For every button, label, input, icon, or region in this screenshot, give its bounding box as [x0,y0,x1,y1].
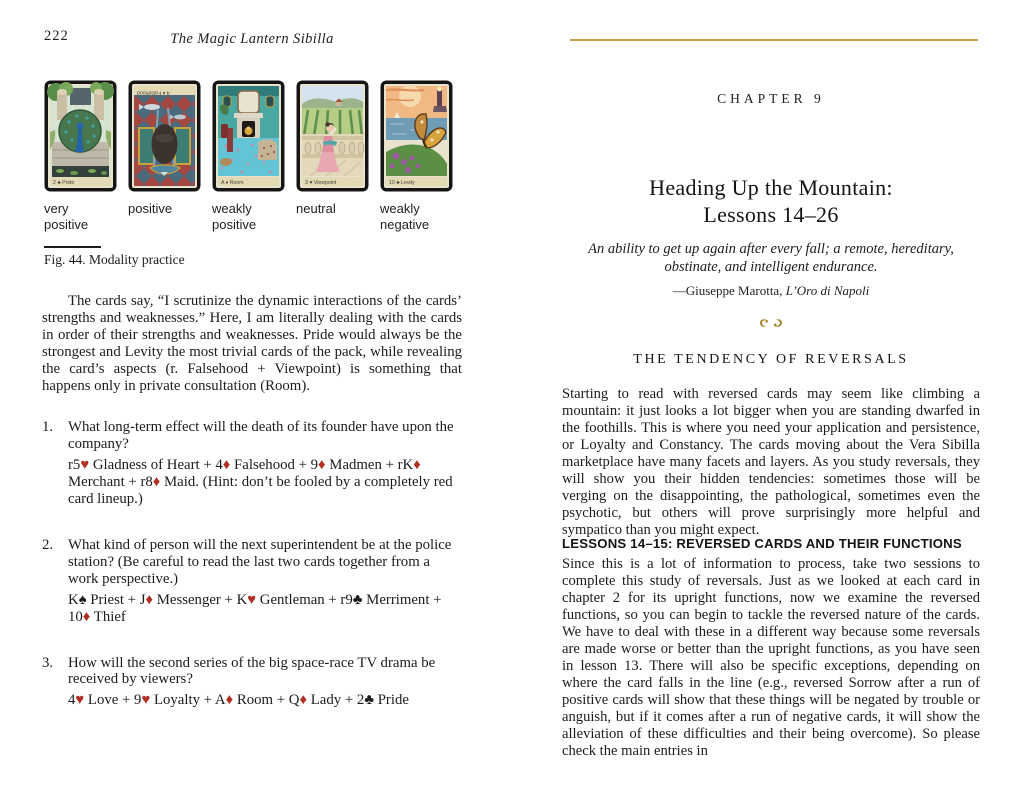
answer-line: K♠ Priest + J♦ Messenger + K♥ Gentleman + r9♣ Merriment + 10♦ Thief [68,591,442,625]
question-number: 3. [42,654,54,671]
question-number: 1. [42,419,54,436]
chapter-label: CHAPTER 9 [717,91,825,106]
epigraph-attribution: —Giuseppe Marotta, L’Oro di Napoli [672,283,870,298]
fleuron-ornament-icon [562,316,980,335]
card-viewpoint-image [296,80,369,192]
card-room-image [212,80,285,192]
answer-line: 4♥ Love + 9♥ Loyalty + A♦ Room + Q♦ Lady + 2♣ Pride [68,692,409,709]
card-pride-image [44,80,117,192]
lesson-subheading: LESSONS 14–15: REVERSED CARDS AND THEIR FUNCTIONS [562,536,962,551]
body-paragraph-1: Starting to read with reversed cards may seem like climbing a mountain: it just looks a lot bigger when you are standing dwarfed in the foothills. This is where you need your application and persistence, or Loyalty and Constancy. The cards moving about the Vera Sibilla marketplace have many facets and layers. As you study reversals, they will show you their hidden tendencies: sometimes those will be verging on the disappointing, the pathological, sometimes even the psychotic, but others will prove surprisingly more helpful and sympatico than you might expect. [562,386,980,538]
running-head: The Magic Lantern Sibilla [170,31,334,47]
chapter-opening-rule [570,39,978,41]
question-list [42,419,462,709]
card-levity-image [380,80,453,192]
body-paragraph-2: Since this is a lot of information to process, take two sessions to complete this study of reversals. Just as we looked at each card in chapter 2 for its upright functions, now we examine the reversed functions, so you can begin to tackle the reversed nature of the cards. We have to deal with these in a different way because some reversals are made worse or better than the upright functions, as you have seen in lesson 13. There will also be specific exceptions, depending on where the card falls in the line (e.g., reversed Sorrow after a run of positive cards will show that these things will be negated by trouble or anguish, but if it comes after a run of negative cards, it will show the alleviation of these difficulties and their being overcome). So please check the main entries in [562,556,980,759]
left-text-column [42,293,462,709]
epigraph: An ability to get up again after every fall; a remote, hereditary, obstinate, and intelligent endurance. [588,241,954,275]
card-caption-room: A ♦ Room [221,179,244,186]
modality-label: neutral [296,201,336,216]
card-falsehood-reversed-image [128,80,201,192]
modality-label: weakly negative [380,201,430,232]
modality-label-row [44,201,464,233]
modality-label: very positive [44,201,89,232]
chapter-title [562,174,980,228]
card-row [44,80,464,192]
question-item-1 [42,419,462,508]
card-caption-falsehood: 4 ♦ Falsehood [137,89,170,96]
card-caption-pride: 2 ♣ Pride [53,179,75,186]
intro-paragraph: The cards say, “I scrutinize the dynamic interactions of the cards’ strengths and weaknesses.” Here, I am literally dealing with the cards in order of their strengths and weaknesses. Pride would always be the strongest and Levity the most trivial cards of the pack, while revealing the card’s aspects (r. Falsehood + Viewpoint) is something that happens only in private consultation (Room). [42,293,462,394]
section-heading: THE TENDENCY OF REVERSALS [633,352,909,367]
question-item-2 [42,537,462,626]
chapter-title-line1: Heading Up the Mountain: [649,175,893,200]
chapter-title-line2: Lessons 14–26 [703,202,839,227]
answer-line: r5♥ Gladness of Heart + 4♦ Falsehood + 9♦ Madmen + rK♦ Merchant + r8♦ Maid. (Hint: don’t be fooled by a completely red card lineup.) [68,457,453,508]
question-item-3 [42,655,462,710]
question-text: What long-term effect will the death of its founder have upon the company? [68,419,454,453]
modality-label: positive [128,201,173,216]
figure-caption: Fig. 44. Modality practice [44,252,185,267]
modality-label: weakly positive [212,201,257,232]
card-caption-viewpoint: 3 ♥ Viewpoint [305,179,337,186]
figure-rule [44,246,101,248]
page-number: 222 [44,28,69,44]
question-text: How will the second series of the big space-race TV drama be received by viewers? [68,654,436,688]
card-caption-levity: 10 ♣ Levity [389,179,415,186]
question-number: 2. [42,536,54,553]
question-text: What kind of person will the next superintendent be at the police station? (Be careful to read the last two cards together from a work perspective.) [68,536,452,587]
